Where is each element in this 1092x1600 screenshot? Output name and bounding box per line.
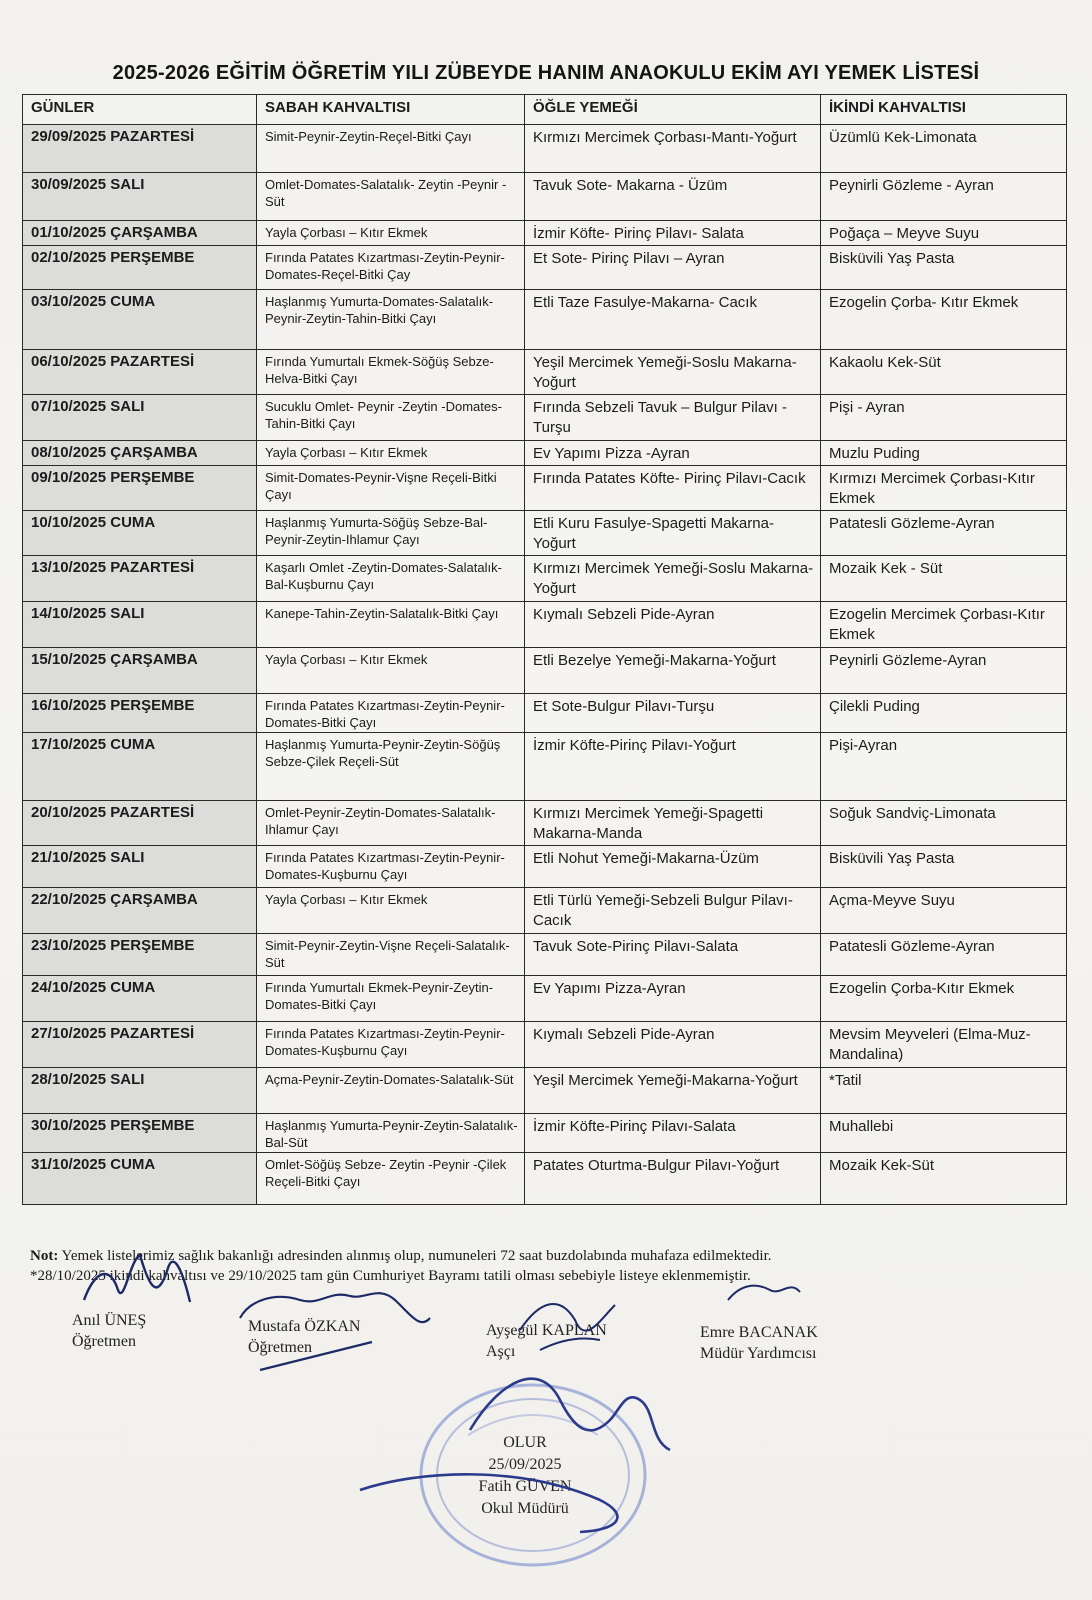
- lunch-cell: Kıymalı Sebzeli Pide-Ayran: [525, 602, 821, 648]
- approval-name: Fatih GÜVEN: [478, 1478, 572, 1495]
- breakfast-cell: Yayla Çorbası – Kıtır Ekmek: [257, 221, 525, 246]
- snack-cell: Üzümlü Kek-Limonata: [821, 125, 1067, 173]
- signatory-name: Ayşegül KAPLAN: [486, 1322, 607, 1339]
- lunch-cell: Tavuk Sote-Pirinç Pilavı-Salata: [525, 934, 821, 976]
- day-cell: 31/10/2025 CUMA: [23, 1153, 257, 1205]
- day-cell: 16/10/2025 PERŞEMBE: [23, 694, 257, 733]
- note-line-2: *28/10/2025 ikindi kahvaltısı ve 29/10/2025 tam gün Cumhuriyet Bayramı tatili olması sebebiyle listeye eklenmemiştir.: [30, 1268, 751, 1284]
- breakfast-cell: Fırında Patates Kızartması-Zeytin-Peynir-Domates-Kuşburnu Çayı: [257, 1022, 525, 1068]
- day-cell: 03/10/2025 CUMA: [23, 290, 257, 350]
- lunch-cell: Patates Oturtma-Bulgur Pilavı-Yoğurt: [525, 1153, 821, 1205]
- snack-cell: Patatesli Gözleme-Ayran: [821, 511, 1067, 556]
- header-breakfast: SABAH KAHVALTISI: [257, 95, 525, 125]
- day-cell: 30/10/2025 PERŞEMBE: [23, 1114, 257, 1153]
- approval-date: 25/09/2025: [488, 1456, 562, 1473]
- snack-cell: Bisküvili Yaş Pasta: [821, 846, 1067, 888]
- lunch-cell: Fırında Sebzeli Tavuk – Bulgur Pilavı -Turşu: [525, 395, 821, 441]
- breakfast-cell: Fırında Yumurtalı Ekmek-Peynir-Zeytin-Domates-Bitki Çayı: [257, 976, 525, 1022]
- snack-cell: Kakaolu Kek-Süt: [821, 350, 1067, 395]
- day-cell: 27/10/2025 PAZARTESİ: [23, 1022, 257, 1068]
- note-line-1: Yemek listelerimiz sağlık bakanlığı adresinden alınmış olup, numuneleri 72 saat buzdolabında muhafaza edilmektedir.: [61, 1248, 772, 1264]
- lunch-cell: İzmir Köfte-Pirinç Pilavı-Yoğurt: [525, 733, 821, 801]
- lunch-cell: Etli Taze Fasulye-Makarna- Cacık: [525, 290, 821, 350]
- signature-2: [240, 1293, 430, 1370]
- lunch-cell: Et Sote-Bulgur Pilavı-Turşu: [525, 694, 821, 733]
- day-cell: 21/10/2025 SALI: [23, 846, 257, 888]
- signatory-name: Anıl ÜNEŞ: [72, 1312, 147, 1329]
- breakfast-cell: Haşlanmış Yumurta-Peynir-Zeytin-Salatalık-Bal-Süt: [257, 1114, 525, 1153]
- lunch-cell: Etli Kuru Fasulye-Spagetti Makarna-Yoğurt: [525, 511, 821, 556]
- snack-cell: Patatesli Gözleme-Ayran: [821, 934, 1067, 976]
- lunch-cell: Fırında Patates Köfte- Pirinç Pilavı-Cacık: [525, 466, 821, 511]
- lunch-cell: Yeşil Mercimek Yemeği-Makarna-Yoğurt: [525, 1068, 821, 1114]
- breakfast-cell: Simit-Peynir-Zeytin-Reçel-Bitki Çayı: [257, 125, 525, 173]
- signature-principal: [360, 1379, 670, 1532]
- day-cell: 20/10/2025 PAZARTESİ: [23, 801, 257, 846]
- breakfast-cell: Omlet-Peynir-Zeytin-Domates-Salatalık-Ihlamur Çayı: [257, 801, 525, 846]
- day-cell: 17/10/2025 CUMA: [23, 733, 257, 801]
- snack-cell: Bisküvili Yaş Pasta: [821, 246, 1067, 290]
- signatory-name: Mustafa ÖZKAN: [248, 1318, 361, 1335]
- lunch-cell: Et Sote- Pirinç Pilavı – Ayran: [525, 246, 821, 290]
- day-cell: 15/10/2025 ÇARŞAMBA: [23, 648, 257, 694]
- day-cell: 13/10/2025 PAZARTESİ: [23, 556, 257, 602]
- day-cell: 30/09/2025 SALI: [23, 173, 257, 221]
- day-cell: 14/10/2025 SALI: [23, 602, 257, 648]
- breakfast-cell: Haşlanmış Yumurta-Peynir-Zeytin-Söğüş Sebze-Çilek Reçeli-Süt: [257, 733, 525, 801]
- signatory-role: Öğretmen: [248, 1339, 312, 1356]
- snack-cell: Ezogelin Çorba-Kıtır Ekmek: [821, 976, 1067, 1022]
- lunch-cell: Ev Yapımı Pizza -Ayran: [525, 441, 821, 466]
- day-cell: 06/10/2025 PAZARTESİ: [23, 350, 257, 395]
- lunch-cell: Yeşil Mercimek Yemeği-Soslu Makarna-Yoğurt: [525, 350, 821, 395]
- lunch-cell: Etli Türlü Yemeği-Sebzeli Bulgur Pilavı- Cacık: [525, 888, 821, 934]
- day-cell: 08/10/2025 ÇARŞAMBA: [23, 441, 257, 466]
- breakfast-cell: Fırında Patates Kızartması-Zeytin-Peynir-Domates-Bitki Çayı: [257, 694, 525, 733]
- snack-cell: Ezogelin Mercimek Çorbası-Kıtır Ekmek: [821, 602, 1067, 648]
- snack-cell: Ezogelin Çorba- Kıtır Ekmek: [821, 290, 1067, 350]
- snack-cell: Soğuk Sandviç-Limonata: [821, 801, 1067, 846]
- lunch-cell: Tavuk Sote- Makarna - Üzüm: [525, 173, 821, 221]
- header-lunch: ÖĞLE YEMEĞİ: [525, 95, 821, 125]
- breakfast-cell: Kanepe-Tahin-Zeytin-Salatalık-Bitki Çayı: [257, 602, 525, 648]
- breakfast-cell: Yayla Çorbası – Kıtır Ekmek: [257, 888, 525, 934]
- lunch-cell: Kıymalı Sebzeli Pide-Ayran: [525, 1022, 821, 1068]
- signatory-role: Aşçı: [486, 1343, 516, 1360]
- snack-cell: Muhallebi: [821, 1114, 1067, 1153]
- header-snack: İKİNDİ KAHVALTISI: [821, 95, 1067, 125]
- breakfast-cell: Simit-Domates-Peynir-Vişne Reçeli-Bitki Çayı: [257, 466, 525, 511]
- day-cell: 07/10/2025 SALI: [23, 395, 257, 441]
- day-cell: 09/10/2025 PERŞEMBE: [23, 466, 257, 511]
- day-cell: 28/10/2025 SALI: [23, 1068, 257, 1114]
- snack-cell: Pişi-Ayran: [821, 733, 1067, 801]
- breakfast-cell: Açma-Peynir-Zeytin-Domates-Salatalık-Süt: [257, 1068, 525, 1114]
- signature-1: [84, 1255, 190, 1302]
- breakfast-cell: Haşlanmış Yumurta-Söğüş Sebze-Bal-Peynir-Zeytin-Ihlamur Çayı: [257, 511, 525, 556]
- header-days: GÜNLER: [23, 95, 257, 125]
- signature-3: [520, 1304, 615, 1350]
- lunch-cell: İzmir Köfte-Pirinç Pilavı-Salata: [525, 1114, 821, 1153]
- snack-cell: Açma-Meyve Suyu: [821, 888, 1067, 934]
- snack-cell: Muzlu Puding: [821, 441, 1067, 466]
- lunch-cell: Kırmızı Mercimek Yemeği-Spagetti Makarna-Manda: [525, 801, 821, 846]
- lunch-cell: Ev Yapımı Pizza-Ayran: [525, 976, 821, 1022]
- snack-cell: Mozaik Kek-Süt: [821, 1153, 1067, 1205]
- breakfast-cell: Kaşarlı Omlet -Zeytin-Domates-Salatalık-Bal-Kuşburnu Çayı: [257, 556, 525, 602]
- breakfast-cell: Sucuklu Omlet- Peynir -Zeytin -Domates-Tahin-Bitki Çayı: [257, 395, 525, 441]
- signatory-name: Emre BACANAK: [700, 1324, 818, 1341]
- page-title: 2025-2026 EĞİTİM ÖĞRETİM YILI ZÜBEYDE HANIM ANAOKULU EKİM AYI YEMEK LİSTESİ: [112, 62, 980, 84]
- breakfast-cell: Fırında Yumurtalı Ekmek-Söğüş Sebze-Helva-Bitki Çayı: [257, 350, 525, 395]
- snack-cell: *Tatil: [821, 1068, 1067, 1114]
- lunch-cell: Kırmızı Mercimek Çorbası-Mantı-Yoğurt: [525, 125, 821, 173]
- day-cell: 10/10/2025 CUMA: [23, 511, 257, 556]
- snack-cell: Pişi - Ayran: [821, 395, 1067, 441]
- snack-cell: Poğaça – Meyve Suyu: [821, 221, 1067, 246]
- approval-role: Okul Müdürü: [481, 1500, 569, 1517]
- breakfast-cell: Simit-Peynir-Zeytin-Vişne Reçeli-Salatalık-Süt: [257, 934, 525, 976]
- snack-cell: Mozaik Kek - Süt: [821, 556, 1067, 602]
- breakfast-cell: Yayla Çorbası – Kıtır Ekmek: [257, 441, 525, 466]
- breakfast-cell: Haşlanmış Yumurta-Domates-Salatalık-Peynir-Zeytin-Tahin-Bitki Çayı: [257, 290, 525, 350]
- lunch-cell: Etli Bezelye Yemeği-Makarna-Yoğurt: [525, 648, 821, 694]
- note-label: Not:: [30, 1248, 59, 1264]
- lunch-cell: İzmir Köfte- Pirinç Pilavı- Salata: [525, 221, 821, 246]
- snack-cell: Peynirli Gözleme-Ayran: [821, 648, 1067, 694]
- approval-olur: OLUR: [503, 1434, 547, 1451]
- snack-cell: Peynirli Gözleme - Ayran: [821, 173, 1067, 221]
- day-cell: 29/09/2025 PAZARTESİ: [23, 125, 257, 173]
- day-cell: 01/10/2025 ÇARŞAMBA: [23, 221, 257, 246]
- day-cell: 24/10/2025 CUMA: [23, 976, 257, 1022]
- lunch-cell: Etli Nohut Yemeği-Makarna-Üzüm: [525, 846, 821, 888]
- day-cell: 22/10/2025 ÇARŞAMBA: [23, 888, 257, 934]
- snack-cell: Mevsim Meyveleri (Elma-Muz-Mandalina): [821, 1022, 1067, 1068]
- breakfast-cell: Fırında Patates Kızartması-Zeytin-Peynir-Domates-Kuşburnu Çayı: [257, 846, 525, 888]
- day-cell: 23/10/2025 PERŞEMBE: [23, 934, 257, 976]
- day-cell: 02/10/2025 PERŞEMBE: [23, 246, 257, 290]
- breakfast-cell: Yayla Çorbası – Kıtır Ekmek: [257, 648, 525, 694]
- signatory-role: Müdür Yardımcısı: [700, 1345, 817, 1362]
- signatory-role: Öğretmen: [72, 1333, 136, 1350]
- snack-cell: Kırmızı Mercimek Çorbası-Kıtır Ekmek: [821, 466, 1067, 511]
- breakfast-cell: Omlet-Domates-Salatalık- Zeytin -Peynir - Süt: [257, 173, 525, 221]
- breakfast-cell: Omlet-Söğüş Sebze- Zeytin -Peynir -Çilek Reçeli-Bitki Çayı: [257, 1153, 525, 1205]
- snack-cell: Çilekli Puding: [821, 694, 1067, 733]
- lunch-cell: Kırmızı Mercimek Yemeği-Soslu Makarna-Yoğurt: [525, 556, 821, 602]
- breakfast-cell: Fırında Patates Kızartması-Zeytin-Peynir-Domates-Reçel-Bitki Çay: [257, 246, 525, 290]
- signature-4: [728, 1286, 800, 1300]
